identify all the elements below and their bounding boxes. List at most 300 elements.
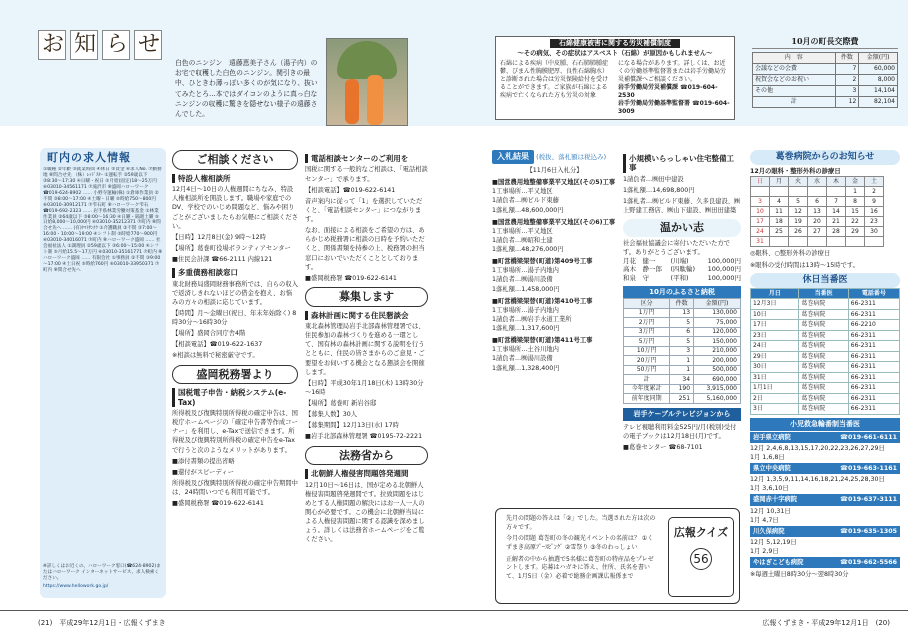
warm-title: 温かい志	[623, 219, 741, 237]
table-row	[624, 375, 741, 385]
child-entry	[750, 557, 900, 568]
calendar-title: 12月の眼科・整形外科の診療日	[750, 168, 841, 176]
holiday-cell: 葛巻病院	[799, 383, 848, 394]
asbestos-contact: 岩手労働局労災補償課 ☎019-604-2530	[618, 83, 718, 99]
child-note: ※毎週土曜日8時30分～翌8時30分	[750, 571, 849, 579]
calendar-day	[827, 187, 846, 197]
footer-right: 広報くずまき・平成29年12月1日 (20)	[762, 619, 890, 627]
child-line: やはぎこども病院	[753, 559, 804, 567]
bid-item: ■町営橋梁架替(町道)第409号工事	[492, 258, 593, 266]
table-row	[624, 394, 741, 404]
phone-heading: 電話相談センターのご利用を	[305, 154, 428, 163]
table-row	[751, 372, 900, 383]
table-row	[624, 346, 741, 356]
furusato-table	[623, 298, 741, 404]
asbestos-right: になる場合があります。詳しくは、お近くの労働基準監督署または岩手労働局労災補償課へご相談ください。	[618, 59, 727, 83]
quiz-text	[506, 515, 656, 582]
bid-item: 1工事場所…土谷川地内	[492, 346, 559, 354]
calendar-week	[751, 197, 884, 207]
bid-item: 1落札額…1,317,600円	[492, 325, 560, 332]
weekday: 日	[751, 177, 770, 187]
td: (四駄輪)	[670, 265, 696, 274]
calendar-day	[751, 187, 770, 197]
calendar-day: 19	[789, 217, 808, 227]
phone-text: 音声案内に従って「1」を選択していただくと、「電話相談センター」につながります。	[305, 197, 423, 223]
child-entry	[750, 507, 900, 525]
nk-text: 12月10日～16日は、国が定める北朝鮮人権侵害問題啓発週間です。拉致問題をはじめとする人権問題の解決にはお一人一人の関心が必要です。この機会に北朝鮮当局による人権侵害問題に関する認識を深めましょう。詳しくは法務省ホームページをご覧ください。	[305, 481, 425, 544]
page-footer	[0, 610, 908, 643]
calendar-day	[827, 237, 846, 247]
furusato-cell: 3万円	[624, 327, 670, 337]
table-row	[751, 362, 900, 373]
furusato-cell: 75,000	[694, 318, 741, 328]
td: 12	[835, 97, 859, 108]
td: 100,000円	[707, 273, 741, 282]
carrot-story: 白色のニンジン 遠藤恵美子さん（湯子内）のお宅で収穫した白色のニンジン。関引きの最中、ひときわ薄っぽい多くのが気になり、抜いてみたとろ…本ではダイコンのように真っ白なニンジンの収穫に驚きを隠せない様子の遠藤さんでした。	[175, 59, 318, 118]
footer-left: (21) 平成29年12月1日・広報くずまき	[38, 619, 166, 627]
holiday-cell: 66-2311	[848, 309, 899, 320]
furusato-cell: 3,915,000	[694, 384, 741, 394]
forest-capacity: 【募集人数】30人	[305, 411, 358, 419]
calendar-day: 28	[827, 227, 846, 237]
bid-item: 1工事場所…湯子内地内	[492, 267, 559, 275]
hospital-title: 葛巻病院からのお知らせ	[750, 150, 900, 165]
bid-item: 1請負者…㈱湯川設備	[492, 276, 553, 284]
calendar-day: 3	[751, 197, 770, 207]
child-line: ☎019-637-3111	[840, 496, 897, 504]
holiday-cell: 66-2311	[848, 393, 899, 404]
table-row	[624, 384, 741, 394]
table-row	[624, 337, 741, 347]
calendar-day: 20	[808, 217, 827, 227]
quiz-number: 56	[690, 548, 712, 570]
td: 祝賀会などのお祝い	[753, 75, 836, 86]
table-row	[751, 404, 900, 415]
furusato-cell: 1	[670, 365, 694, 375]
carrot-photo	[326, 38, 408, 126]
forest-heading: 森林計画に関する住民懇談会	[305, 311, 428, 320]
holiday-cell: 葛巻病院	[799, 362, 848, 373]
calendar-day: 7	[827, 197, 846, 207]
table-row	[751, 351, 900, 362]
bid-item: 1落札額…48,600,000円	[492, 206, 564, 214]
table-row	[751, 299, 900, 310]
bid-item: ■国営農用地整備事業平又地区(その6)工事	[492, 218, 616, 226]
furusato-cell: 120,000	[694, 327, 741, 337]
furusato-cell: 5	[670, 318, 694, 328]
quiz-question: 今月の問題 葛巻町の冬の観光イベントの名前は？ ①くずまき高原ﾌﾟｰｽﾋﾟﾝｸﾞ ②雪祭り ③冬のわっしょい	[506, 535, 654, 552]
child-entry	[750, 526, 900, 537]
furusato-cell: 200,000	[694, 356, 741, 366]
phone-column	[305, 150, 428, 545]
child-line: 1月 4,7日	[750, 516, 779, 524]
child-line: ☎019-663-1161	[840, 465, 897, 472]
calendar-day: 18	[770, 217, 789, 227]
bid-item: ■町営橋梁架替(町道)第410号工事	[492, 297, 593, 305]
bid-item: 1請負者…㈱湯川設備	[492, 355, 553, 363]
calendar-day	[789, 237, 808, 247]
holiday-header: 当番医	[799, 288, 848, 299]
th: 内 容	[753, 53, 836, 64]
human-rights-place: 【場所】葛巻町役場ボランティアセンター	[172, 244, 291, 252]
holiday-table	[750, 288, 900, 415]
calendar-day: 17	[751, 217, 770, 227]
phone-text: 国税に関する一般的なご相談は、「電話相談センター」で承ります。	[305, 166, 428, 183]
contract-line: 1請負者…㈱田中建設	[623, 175, 684, 183]
recruit-title: 募集します	[305, 287, 428, 307]
child-line: ☎019-635-1305	[840, 527, 897, 535]
calendar-day	[808, 237, 827, 247]
table-row	[751, 330, 900, 341]
child-line: 12月 5,12,19日	[750, 538, 797, 546]
weekday: 月	[770, 177, 789, 187]
bid-item: 1請負者…㈱ビルド東藤	[492, 197, 559, 205]
td: 3	[835, 86, 859, 97]
td: 14,104	[859, 86, 898, 97]
calendar-day: 6	[808, 197, 827, 207]
child-line: 川久保病院	[753, 527, 785, 535]
td: 会議などの会費	[753, 64, 836, 75]
child-line: 1月 1,6,8日	[750, 453, 785, 461]
debt-heading: 多重債務相談窓口	[172, 268, 298, 277]
td: (川端)	[670, 257, 689, 266]
holiday-cell: 23日	[751, 330, 799, 341]
calendar-day	[789, 187, 808, 197]
jobs-body: ①職種 ②年齢 ③就業時間 ④休日 ⑤賃金 ⑥求人No. ⑦勤務地 ⑧問合せ先 （株）ﾚｯﾄﾞｽﾀｰ ①運転手 ②59歳以下 ③8:30～17:30 ④日曜・祝日 ⑤月給(固定)18～25万円 ⑥03010-34561171 ⑦滝沢市 ⑧盛岡ハローワーク ☎019-624-8902 …… 小野寺運輸(株) ①倉庫作業員 ②不問 ③8:00～17:00 ④土曜・日曜 ⑤時給750～800円 ⑥03010-30912171 ⑦雫石町 ⑧ハローワーク雫石 ☎019-692-2323 …… 岩手県林業労働対策基金 ①林業作業員 ②64歳以下 ③8:00～16:30 ④日曜・隔週土曜 ⑤日給8,000～10,000円 ⑥03010-35212371 ⑦町内 ⑧問合せ先へ …… (有)ﾔﾏﾄｻﾝﾁｸ ①介護職員 ②不問 ③7:00～16:00・10:00～19:00 ④シフト制 ⑤時給770～900円 ⑥03010-34016071 ⑦町内 ⑧ハローワーク盛岡 …… 社会福祉法人 ①調理員 ②59歳以下 ③6:00～15:00 ④シフト制 ⑤月給15.5～17万円 ⑥03010-35161771 ⑦町内 ⑧ハローワーク盛岡 …… 有限会社 ①事務員 ②不問 ③9:00～17:00 ④土日祝 ⑤時給760円 ⑥03010-33950371 ⑦町内 ⑧問合せ先へ	[43, 166, 163, 274]
holiday-title: 休日当番医	[750, 273, 900, 288]
debt-phone: 【相談電話】☎019-622-1637	[172, 341, 263, 349]
child-line: 岩手県立病院	[753, 433, 791, 441]
child-entry	[750, 538, 900, 556]
weekday: 火	[789, 177, 808, 187]
holiday-header: 電話番号	[848, 288, 899, 299]
holiday-cell: 12月3日	[751, 299, 799, 310]
furusato-cell: 34	[670, 375, 694, 385]
furusato-cell: 5	[670, 337, 694, 347]
bid-item: 1工事場所…湯子内地内	[492, 306, 559, 314]
human-rights-heading: 特設人権相談所	[172, 174, 298, 183]
th: 金額(円)	[859, 53, 898, 64]
child-line: 県立中央病院	[753, 465, 791, 472]
furusato-cell: 13	[670, 308, 694, 318]
forest-place: 【場所】葛巻町 新岩谷邸	[305, 400, 377, 407]
human-rights-date: 【日時】12月8日(金) 9時～12時	[172, 233, 266, 241]
holiday-cell: 葛巻病院	[799, 320, 848, 331]
bid-item: ■町営橋梁架替(町道)第411号工事	[492, 337, 593, 345]
calendar-day: 9	[865, 197, 884, 207]
etax-bullet: ■還付がスピーディー	[172, 468, 234, 476]
etax-text: 所得税及び復興特別所得税の確定申告は、国税庁ホームページの「確定申告書等作成コーナー」を利用し、e-Taxで送信できます。所得税及び復興特別所得税の確定申告をe-Taxで行うと次のようなメリットがあります。	[172, 410, 298, 454]
mayor-table	[752, 52, 898, 108]
td: 和泉 守	[623, 273, 649, 282]
calendar-day: 29	[846, 227, 865, 237]
calendar-day: 12	[789, 207, 808, 217]
calendar-day: 10	[751, 207, 770, 217]
child-entry	[750, 444, 900, 462]
debt-time: 【時間】月～金曜日(祝日、年末年始除く) 8時30分～16時30分	[172, 309, 297, 326]
child-list	[750, 432, 900, 569]
furusato-cell: 50万円	[624, 365, 670, 375]
asbestos-subtitle: ～その病気、その症状はアスベスト（石綿）が原因かもしれません～	[517, 49, 713, 57]
holiday-cell: 17日	[751, 320, 799, 331]
title-char: ら	[102, 30, 130, 60]
holiday-cell: 葛巻病院	[799, 309, 848, 320]
furusato-cell: 計	[624, 375, 670, 385]
furusato-cell: 1万円	[624, 308, 670, 318]
td: その他	[753, 86, 836, 97]
human-rights-contact: ■住民会計課 ☎66-2111 内線121	[172, 256, 273, 263]
calendar-week	[751, 187, 884, 197]
holiday-cell: 3日	[751, 404, 799, 415]
holiday-cell: 31日	[751, 372, 799, 383]
calendar-note: ◎眼科、○整形外科の診療日	[750, 250, 831, 258]
holiday-cell: 葛巻病院	[799, 341, 848, 352]
calendar-day: 5	[789, 197, 808, 207]
table-row	[751, 383, 900, 394]
title-char: 知	[70, 30, 98, 60]
holiday-cell: 66-2311	[848, 351, 899, 362]
holiday-cell: 葛巻病院	[799, 330, 848, 341]
warm-text: 社会福祉協議会に寄付いただいた方です。ありがとうございます。	[623, 240, 731, 257]
furusato-cell: 130,000	[694, 308, 741, 318]
bid-item: 1落札額…1,328,400円	[492, 364, 560, 372]
table-row	[751, 320, 900, 331]
debt-text: 東北財務局盛岡財務事務所では、自らの収入で返済しきれないほどの借金を抱え、お悩みの方々の相談に応じています。	[172, 280, 298, 306]
law-title: 法務省から	[305, 446, 428, 466]
page-title	[38, 30, 166, 60]
holiday-cell: 1月1日	[751, 383, 799, 394]
child-line: ☎019-662-5566	[840, 559, 897, 567]
asbestos-left: 石綿による疾病（中皮腫、石石肺肺腫症鬱、びまん性胸膜肥厚、良性石綿胸水）と診断された場合は労災保険給付を受けることができます。ご家族が石綿による疾病で亡くなられた方も労災の対象	[500, 59, 609, 99]
furusato-cell: 前年度同期	[624, 394, 670, 404]
calendar-day: 31	[751, 237, 770, 247]
asbestos-contact: 岩手労働局労働基準監督署 ☎019-604-3009	[618, 100, 730, 116]
holiday-cell: 29日	[751, 351, 799, 362]
quiz-badge	[668, 517, 734, 597]
mayor-expense	[752, 36, 898, 108]
forest-contact: ■岩手北部森林管理署 ☎0195-72-2221	[305, 433, 423, 441]
table-row	[624, 308, 741, 318]
furusato-cell: 1	[670, 356, 694, 366]
furusato-cell: 10万円	[624, 346, 670, 356]
human-rights-text: 12月4日～10日の人権週間にちなみ、特設人権相談所を開設します。職場や家庭でのDV、学校でのいじめ問題など、悩みや困りごとがございましたらお気軽にご相談ください。	[172, 186, 298, 230]
consult-column	[172, 150, 298, 508]
holiday-cell: 葛巻病院	[799, 393, 848, 404]
etax-heading: 国税電子申告・納税システム(e-Tax)	[172, 388, 298, 407]
forest-date: 【日時】平成30年1月18日(木) 13時30分～16時	[305, 379, 424, 396]
quiz-title: 広報クイズ	[673, 526, 729, 539]
phone-number: 【相談電話】☎019-622-6141	[305, 186, 396, 194]
mayor-title: 10月の町長交際費	[752, 36, 898, 49]
child-line: 1月 2,9日	[750, 548, 779, 555]
bid-item: 1落札額…48,276,000円	[492, 246, 564, 253]
calendar-day: 15	[846, 207, 865, 217]
phone-text: なお、面接による相談をご希望の方は、あらかじめ税務署に相談の日時を予約いただくと、関係書類を持参の上、税務署の担当窓口においでいただくこととしております。	[305, 227, 425, 271]
consult-title: ご相談ください	[172, 150, 298, 170]
holiday-cell: 66-2311	[848, 330, 899, 341]
calendar-day	[770, 237, 789, 247]
td: 2	[835, 75, 859, 86]
contract-line: 1落札者…㈱ビルド東藤、久多良建設、㈱上野建工務店、㈱山下建設、㈱田田建築	[623, 198, 741, 215]
debt-place: 【場所】盛岡合同庁舎4階	[172, 330, 246, 338]
clinic-calendar	[750, 176, 884, 247]
furusato-cell: 690,000	[694, 375, 741, 385]
weekday: 木	[827, 177, 846, 187]
bid-list	[492, 178, 617, 373]
calendar-day	[865, 237, 884, 247]
holiday-cell: 66-2311	[848, 341, 899, 352]
td: 82,104	[859, 97, 898, 108]
bid-item: ■国営農用地整備事業平又地区(その5)工事	[492, 179, 616, 187]
calendar-day: 16	[865, 207, 884, 217]
jobs-note: ※詳しくはお近くの、ハローワーク窓口(☎624-8902)またはハローワーク インターネットサービス、求人検索ください。	[43, 563, 161, 581]
cable-contact: ■葛巻センター ☎68-7101	[623, 443, 703, 451]
holiday-cell: 30日	[751, 362, 799, 373]
calendar-week	[751, 227, 884, 237]
hospital-column	[750, 150, 900, 579]
td: 100,000円	[707, 265, 741, 274]
calendar-week	[751, 207, 884, 217]
tax-title: 盛岡税務署より	[172, 365, 298, 385]
calendar-day: 30	[865, 227, 884, 237]
holiday-header: 月日	[751, 288, 799, 299]
th: 件数	[835, 53, 859, 64]
calendar-day: 26	[789, 227, 808, 237]
table-row	[624, 327, 741, 337]
holiday-cell: 66-2311	[848, 404, 899, 415]
holiday-cell: 葛巻病院	[799, 299, 848, 310]
table-row	[624, 356, 741, 366]
child-line: 盛岡赤十字病院	[753, 496, 798, 504]
holiday-cell: 66-2311	[848, 299, 899, 310]
furusato-header: 区分	[624, 299, 670, 309]
table-row	[751, 393, 900, 404]
furusato-header: 件数	[670, 299, 694, 309]
calendar-day	[770, 187, 789, 197]
furusato-cell: 20万円	[624, 356, 670, 366]
bid-item: 1請負者…㈱昭和土建	[492, 236, 553, 244]
cable-text: テレビ視聴利用料金525円/月(税別)受付の電子ブックは12月18日(月)です。	[623, 423, 737, 440]
td: 計	[753, 97, 836, 108]
calendar-note: ※眼科の受付時間は13時～15時です。	[750, 261, 859, 269]
calendar-day: 22	[846, 217, 865, 227]
furusato-cell: 3	[670, 346, 694, 356]
child-entry	[750, 494, 900, 505]
weekday: 金	[846, 177, 865, 187]
calendar-week	[751, 237, 884, 247]
calendar-day: 1	[846, 187, 865, 197]
calendar-day: 2	[865, 187, 884, 197]
td: 高木 静一郎	[623, 265, 662, 274]
calendar-day: 27	[808, 227, 827, 237]
asbestos-notice	[495, 36, 735, 120]
child-line: 12月 1,3,5,9,11,14,16,18,21,24,25,28,30日	[750, 476, 885, 484]
asbestos-title: 石綿健康被害に関する労災補償制度	[550, 39, 680, 48]
etax-bullet: ■添付書類の提出省略	[172, 457, 235, 465]
weekday: 水	[808, 177, 827, 187]
quiz-box	[495, 508, 740, 604]
child-line: 12月 10,31日	[750, 507, 791, 515]
calendar-day	[846, 237, 865, 247]
furusato-cell: 5万円	[624, 337, 670, 347]
holiday-cell: 24日	[751, 341, 799, 352]
child-line: 1月 3,6,10日	[750, 485, 789, 493]
misc-column	[623, 150, 741, 452]
child-line: 12月 2,4,6,8,13,15,17,20,22,23,26,27,29日	[750, 444, 885, 452]
child-entry	[750, 463, 900, 474]
child-line: ☎019-661-6111	[840, 433, 897, 441]
holiday-cell: 66-2311	[848, 362, 899, 373]
quiz-howto: 正解者の中から抽選で5名様に葛巻町の特産品をプレゼントします。応募はハガキに答え、住所、氏名を書いて、1月5日（金）必着で総務企画課広報係まで	[506, 555, 654, 581]
child-title: 小児救急輪番制当番医	[750, 418, 900, 431]
table-row	[751, 341, 900, 352]
furusato-cell: 150,000	[694, 337, 741, 347]
forest-text: 東北森林管理局岩手北部森林管理署では、住民参加の森林づくりを進める一環として、国有林の森林計画に関する説明を行うとともに、住民の皆さまからのご意見・ご要望をお伺いする機会となる懇談会を開催します。	[305, 323, 425, 376]
td: 100,000円	[707, 257, 741, 266]
bid-item: 1落札額…1,458,000円	[492, 285, 560, 293]
bid-date: 【11月6日入札分】	[526, 167, 583, 174]
calendar-day	[808, 187, 827, 197]
holiday-cell: 2日	[751, 393, 799, 404]
furusato-cell: 500,000	[694, 365, 741, 375]
bid-title: 入札結果	[492, 150, 534, 164]
holiday-cell: 葛巻病院	[799, 372, 848, 383]
calendar-week	[751, 217, 884, 227]
holiday-cell: 葛巻病院	[799, 351, 848, 362]
contract-line: 1落札額…14,698,800円	[623, 186, 695, 194]
etax-text2: 所得税及び復興特別所得税の確定申告期間中は、24時間いつでも利用可能です。	[172, 479, 298, 496]
bid-subtitle: (税抜、落札額は税込み)	[536, 153, 607, 161]
td: 7	[835, 64, 859, 75]
holiday-cell: 10日	[751, 309, 799, 320]
furusato-header: 金額(円)	[694, 299, 741, 309]
phone-contact: ■盛岡税務署 ☎019-622-6141	[305, 274, 397, 282]
table-row	[624, 318, 741, 328]
holiday-cell: 66-2311	[848, 383, 899, 394]
child-entry	[750, 475, 900, 493]
quiz-answer: 先月の問題の答えは「②」でした。当選された方は次の方々です。	[506, 515, 656, 531]
weekday: 土	[865, 177, 884, 187]
bid-column	[492, 150, 617, 373]
jobs-title: 町内の求人情報	[47, 151, 131, 164]
calendar-day: 14	[827, 207, 846, 217]
bid-item: 1工事場所…平又地区	[492, 188, 553, 196]
jobs-link[interactable]: https://www.hellowork.go.jp/	[43, 583, 109, 589]
calendar-day: 4	[770, 197, 789, 207]
etax-contact: ■盛岡税務署 ☎019-622-6141	[172, 500, 264, 508]
title-char: せ	[134, 30, 162, 60]
child-entry	[750, 432, 900, 443]
jobs-panel	[40, 148, 166, 598]
debt-note: ※相談は無料で秘密厳守です。	[172, 352, 259, 360]
calendar-day: 23	[865, 217, 884, 227]
table-row	[624, 365, 741, 375]
calendar-day: 24	[751, 227, 770, 237]
furusato-cell: 6	[670, 327, 694, 337]
td: 60,000	[859, 64, 898, 75]
calendar-day: 21	[827, 217, 846, 227]
furusato-cell: 今年度累計	[624, 384, 670, 394]
furusato-cell: 5,160,000	[694, 394, 741, 404]
holiday-cell: 66-2311	[848, 372, 899, 383]
forest-deadline: 【募集期間】12月13日(水) 17時	[305, 422, 399, 430]
bid-item: 1工事場所…平又地区	[492, 227, 553, 235]
calendar-day: 8	[846, 197, 865, 207]
calendar-day: 13	[808, 207, 827, 217]
cable-title: 岩手ケーブルテレビジョンから	[623, 408, 741, 421]
td: 月花 健一	[623, 257, 656, 266]
holiday-cell: 葛巻病院	[799, 404, 848, 415]
